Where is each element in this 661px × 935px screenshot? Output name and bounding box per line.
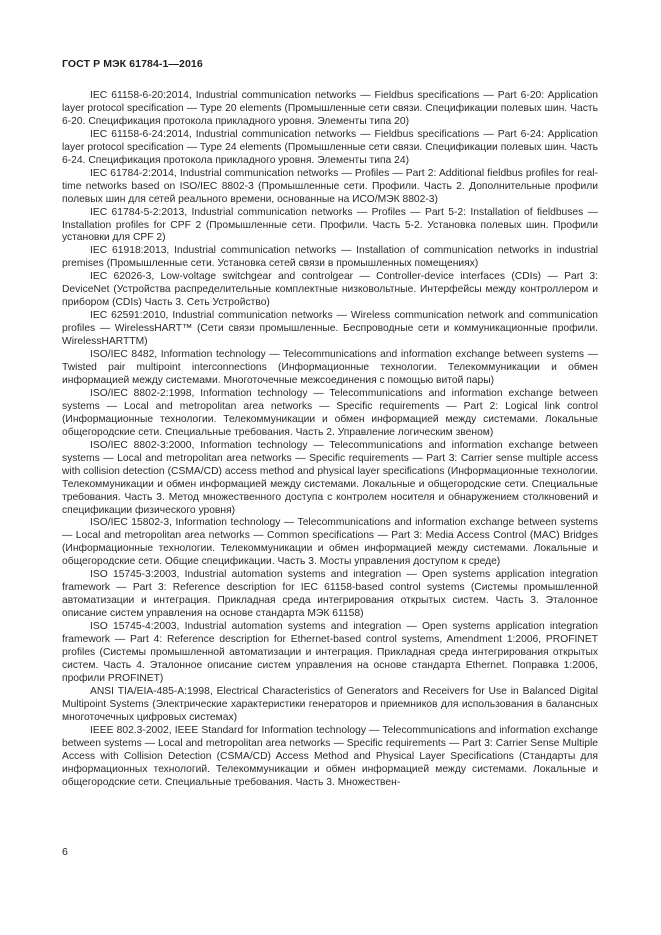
reference-iso-iec-15802-3: ISO/IEC 15802-3, Information technology — Telecommunications and information exchange between systems — Local and metropolitan area networks — Common specifications — Part 3: Media Access Control (MAC) Bridges (Информационные технологии. Телекоммуникации и обмен информацией между системами. Локальные и общегородские сети. Общие спецификации. Часть 3. Мосты управления доступом к среде) — [62, 517, 598, 568]
reference-iec-61158-6-20: IEC 61158-6-20:2014, Industrial communication networks — Fieldbus specifications — Part 6-20: Application layer protocol specification — Type 20 elements (Промышленные сети связи. Спецификации полевых шин. Часть 6-20. Спецификация протокола прикладного уровня. Элементы типа 20) — [62, 90, 598, 127]
reference-iec-62591: IEC 62591:2010, Industrial communication networks — Wireless communication network and communication profiles — WirelessHART™ (Сети связи промышленные. Беспроводные сети и коммуникационные профили. WirelessHARTTM) — [62, 310, 598, 348]
reference-iec-61784-2: IEC 61784-2:2014, Industrial communication networks — Profiles — Part 2: Additional fieldbus profiles for real-time networks based on ISO/IEC 8802-3 (Промышленные сети. Профили. Часть 2. Дополнительные профили полевых шин для сетей реального времени, основанные на ИСО/МЭК 8802-3) — [62, 167, 598, 205]
standard-header: ГОСТ Р МЭК 61784-1—2016 — [62, 58, 203, 70]
reference-iec-61784-5-2: IEC 61784-5-2:2013, Industrial communication networks — Profiles — Part 5-2: Installation of fieldbuses — Installation profiles for CPF 2 (Промышленные сети. Профили. Часть 5-2. Установка полевых шин. Профили установки для CPF 2) — [62, 206, 598, 244]
reference-iso-iec-8482: ISO/IEC 8482, Information technology — Telecommunications and information exchange between systems — Twisted pair multipoint interconnections (Информационные технологии. Телекоммуникации и обмен информацией между системами. Многоточечные межсоединения с помощью витой пары) — [62, 349, 598, 386]
reference-iso-iec-8802-2: ISO/IEC 8802-2:1998, Information technology — Telecommunications and information exchange between systems — Local and metropolitan area networks — Specific requirements — Part 2: Logical link control (Информационные технологии. Телекоммуникации и обмен информацией между системами. Локальные общегородские сети. Специальные требования. Часть 2. Управление логическим звеном) — [62, 387, 598, 438]
reference-iso-iec-8802-3: ISO/IEC 8802-3:2000, Information technology — Telecommunications and information exchange between systems — Local and metropolitan area networks — Specific requirements — Part 3: Carrier sense multiple access with collision detection (CSMA/CD) access method and physical layer specifications (Информационные технологии. Телекоммуникации и обмен информацией между системами. Локальные и общегородские сети. Специальные требования. Часть 3. Метод множественного доступа с контролем носителя и обнаружением столкновений и спецификации физического уровня) — [62, 439, 598, 516]
reference-ansi-tia-eia-485-a: ANSI TIA/EIA-485-A:1998, Electrical Characteristics of Generators and Receivers for Use in Balanced Digital Multipoint Systems (Электрические характеристики генераторов и приемников для использования в балансных многоточечных цифровых системах) — [62, 685, 598, 723]
reference-iec-61918: IEC 61918:2013, Industrial communication networks — Installation of communication networks in industrial premises (Промышленные сети. Установка сетей связи в промышленных помещениях) — [62, 245, 598, 270]
reference-iso-15745-4: ISO 15745-4:2003, Industrial automation systems and integration — Open systems application integration framework — Part 4: Reference description for Ethernet-based control systems, Amendment 1:2006, PROFINET profiles (Системы промышленной автоматизации и интеграция. Прикладная среда интегрирования открытых систем. Часть 4. Эталонное описание систем управления на основе стандарта Ethernet. Поправка 1:2006, профили PROFINET) — [62, 621, 598, 684]
page-number: 6 — [62, 846, 68, 858]
reference-iec-61158-6-24: IEC 61158-6-24:2014, Industrial communication networks — Fieldbus specifications — Part 6-24: Application layer protocol specification — Type 24 elements (Промышленные сети связи. Спецификации полевых шин. Часть 6-24. Спецификация протокола прикладного уровня. Элементы типа 24) — [62, 128, 598, 166]
reference-iec-62026-3: IEC 62026-3, Low-voltage switchgear and controlgear — Controller-device interfaces (CDIs) — Part 3: DeviceNet (Устройства распределительные комплектные низковольтные. Интерфейсы между контроллером и прибором (CDIs) Часть 3. Сеть Устройство) — [62, 271, 598, 309]
bibliography-list — [62, 90, 598, 789]
reference-ieee-802-3: IEEE 802.3-2002, IEEE Standard for Information technology — Telecommunications and information exchange between systems — Local and metropolitan area networks — Specific requirements — Part 3: Carrier Sense Multiple Access with Collision Detection (CSMA/CD) Access Method and Physical Layer Specifications (Стандарты для информационных технологий. Телекоммуникации и обмен информацией между системами. Локальные и общегородские сети. Специальные требования. Часть 3. Множествен- — [62, 724, 598, 788]
reference-iso-15745-3: ISO 15745-3:2003, Industrial automation systems and integration — Open systems application integration framework — Part 3: Reference description for IEC 61158-based control systems (Системы промышленной автоматизации и интеграция. Прикладная среда интегрирования открытых систем. Часть 3. Эталонное описание систем управления на основе стандарта МЭК 61158) — [62, 569, 598, 620]
